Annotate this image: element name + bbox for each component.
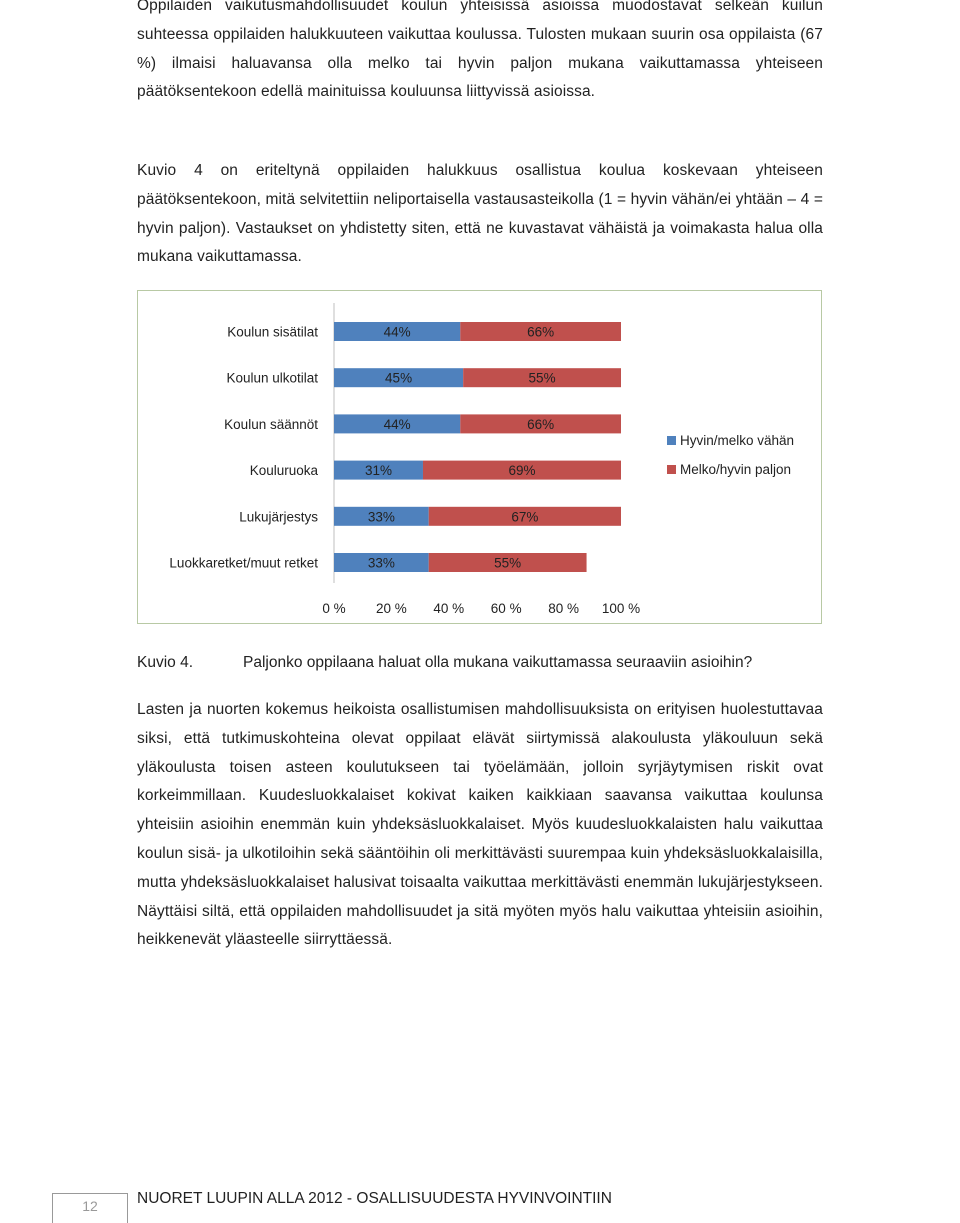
x-tick-label: 100 %	[601, 601, 641, 616]
data-label: 33%	[367, 509, 395, 525]
data-label: 67%	[511, 509, 539, 525]
caption-text: Paljonko oppilaana haluat olla mukana vaikuttamassa seuraaviin asioihin?	[243, 654, 753, 671]
category-label: Koulun sisätilat	[227, 324, 318, 340]
page-number: 12	[82, 1198, 98, 1214]
category-label: Kouluruoka	[249, 463, 318, 479]
legend-label: Melko/hyvin paljon	[680, 462, 792, 477]
stacked-bar-chart	[137, 290, 822, 624]
caption-label: Kuvio 4.	[137, 654, 194, 671]
data-label: 55%	[494, 555, 522, 571]
data-label: 33%	[367, 555, 395, 571]
data-label: 66%	[527, 324, 555, 340]
data-label: 44%	[383, 416, 411, 432]
intro-paragraph: Oppilaiden vaikutusmahdollisuudet koulun yhteisissä asioissa muodostavat selkeän kuilun suhteessa oppilaiden halukkuuteen vaikuttaa koulussa. Tulosten mukaan suurin osa oppilaista (67 %) ilmaisi haluavansa olla melko tai hyvin paljon mukana vaikuttamassa yhteiseen päätöksentekoon edellä mainituissa kouluunsa liittyvissä asioissa.	[137, 0, 823, 101]
legend-swatch	[667, 436, 676, 445]
figure-description-paragraph: Kuvio 4 on eriteltynä oppilaiden halukkuus osallistua koulua koskevaan yhteiseen päätöksentekoon, mitä selvitettiin neliportaisella vastausasteikolla (1 = hyvin vähän/ei yhtään – 4 = hyvin paljon). Vastaukset on yhdistetty siten, että ne kuvastavat vähäistä ja voimakasta halua olla mukana vaikuttamassa.	[137, 162, 823, 266]
x-tick-label: 60 %	[490, 601, 522, 616]
x-tick-label: 80 %	[548, 601, 579, 616]
category-label: Koulun ulkotilat	[226, 370, 318, 386]
x-tick-label: 0 %	[322, 601, 346, 616]
category-label: Luokkaretket/muut retket	[169, 555, 318, 571]
legend-swatch	[667, 465, 676, 474]
data-label: 44%	[383, 324, 411, 340]
category-label: Koulun säännöt	[224, 416, 318, 432]
data-label: 45%	[385, 370, 413, 386]
footer-title: NUORET LUUPIN ALLA 2012 - OSALLISUUDESTA HYVINVOINTIIN	[137, 1190, 612, 1207]
category-label: Lukujärjestys	[239, 509, 318, 525]
discussion-paragraph: Lasten ja nuorten kokemus heikoista osallistumisen mahdollisuuksista on erityisen huolestuttavaa siksi, että tutkimuskohteina olevat oppilaat elävät siirtymissä alakoulusta yläkouluun sekä yläkoulusta toisen asteen koulutukseen tai työelämään, jolloin syrjäytymisen riskit ovat korkeimmillaan. Kuudesluokkalaiset kokivat kaiken kaikkiaan saavansa vaikuttaa koulunsa yhteisiin asioihin enemmän kuin yhdeksäsluokkalaiset. Myös kuudesluokkalaisten halu vaikuttaa koulun sisä- ja ulkotiloihin sekä sääntöihin oli merkittävästi suurempaa kuin yhdeksäsluokkalaisilla, mutta yhdeksäsluokkalaiset halusivat toisaalta vaikuttaa merkittävästi enemmän lukujärjestykseen. Näyttäisi siltä, että oppilaiden mahdollisuudet ja sitä myöten myös halu vaikuttaa yhteisiin asioihin, heikkenevät yläasteelle siirryttäessä.	[137, 701, 823, 949]
chart-canvas	[138, 291, 823, 625]
data-label: 69%	[508, 463, 536, 479]
data-label: 66%	[527, 416, 555, 432]
x-tick-label: 20 %	[376, 601, 407, 616]
data-label: 55%	[528, 370, 556, 386]
data-label: 31%	[364, 463, 393, 479]
x-tick-label: 40 %	[433, 601, 465, 616]
legend-label: Hyvin/melko vähän	[680, 433, 795, 448]
